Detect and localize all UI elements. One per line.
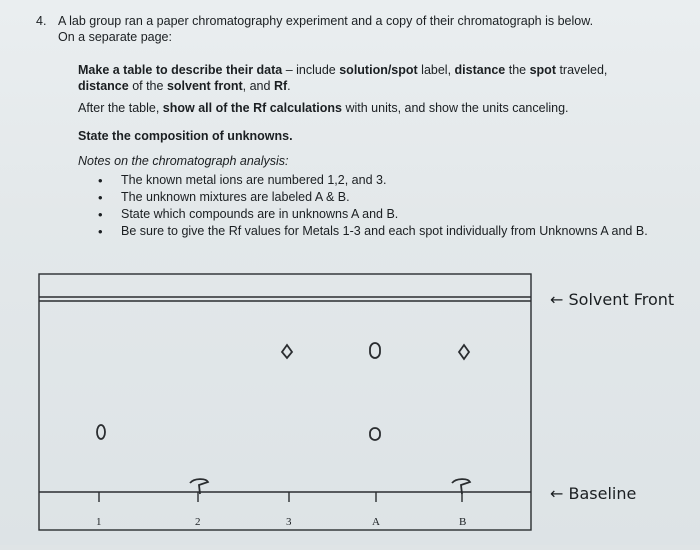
notes-heading: Notes on the chromatograph analysis: [78, 154, 289, 168]
list-item: • State which compounds are in unknowns A and B. [96, 206, 648, 223]
spot-lane-3 [282, 345, 292, 358]
lane-label-1: 1 [96, 516, 102, 528]
spot-lane-1 [97, 425, 105, 439]
question-subtext: On a separate page: [58, 30, 172, 44]
instruction-calculations [78, 100, 638, 116]
lane-label-2: 2 [195, 516, 201, 528]
instr-text: the [505, 63, 530, 77]
list-item: • Be sure to give the Rf values for Metals 1-3 and each spot individually from Unknowns A and B. [96, 223, 648, 240]
instr-bold: Make a table to describe their data [78, 63, 283, 77]
solvent-front-label: ← Solvent Front [550, 290, 675, 309]
instr-text: . [287, 79, 291, 93]
instr-bold: solution/spot [339, 63, 418, 77]
instr-text: of the [128, 79, 167, 93]
instr-bold: show all of the Rf calculations [162, 101, 342, 115]
instr-bold: solvent front [166, 79, 243, 93]
instr-text: – include [282, 63, 340, 77]
lane-label-b: B [459, 516, 467, 528]
spot-lane-a-middle [370, 428, 380, 440]
instruction-table [78, 62, 638, 94]
instr-text: label, [417, 63, 455, 77]
chromatograph [0, 260, 700, 545]
question-number: 4. [36, 14, 47, 28]
instr-bold: distance [78, 79, 129, 93]
spot-lane-b-upper [459, 345, 469, 359]
instruction-composition: State the composition of unknowns. [78, 129, 293, 143]
instr-bold: spot [529, 63, 556, 77]
instr-bold: distance [454, 63, 506, 77]
instr-text: , and [242, 79, 274, 93]
lane-label-3: 3 [286, 516, 292, 528]
spot-lane-a-upper [370, 343, 380, 358]
question-text: A lab group ran a paper chromatography experiment and a copy of their chromatograph is below. [58, 14, 594, 28]
instr-text: After the table, [78, 101, 163, 115]
list-item: • The known metal ions are numbered 1,2, and 3. [96, 172, 648, 189]
list-item: • The unknown mixtures are labeled A & B. [96, 189, 648, 206]
baseline-label: ← Baseline [550, 484, 637, 503]
lane-label-a: A [372, 516, 380, 528]
instr-bold: Rf [273, 79, 288, 93]
instr-text: with units, and show the units canceling. [341, 101, 569, 115]
instr-text: traveled, [555, 63, 608, 77]
notes-list [96, 172, 648, 240]
